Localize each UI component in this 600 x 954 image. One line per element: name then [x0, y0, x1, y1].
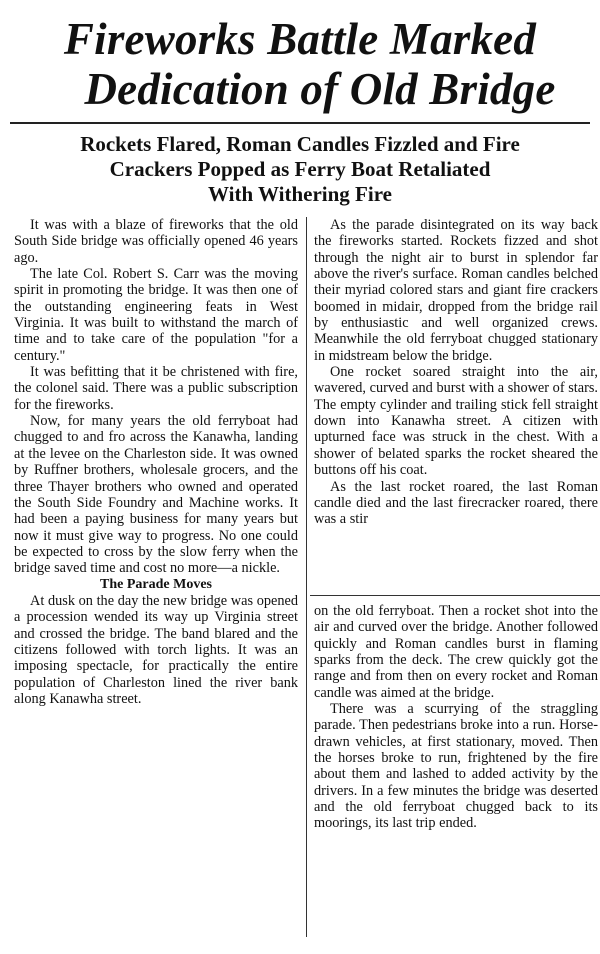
paragraph: Now, for many years the old ferryboat had chugged to and fro across the Kanawha, landing at the levee on the Charleston side. It was owned by Ruffner brothers, wholesale grocers, and the three Thayer brothers who owned and operated the South Side Foundry and Machine works. It had been a paying business for many years but now it must give way to progress. No one could be expected to cross by the slow ferry when the bridge saved time and cost no more—a nickle.: [14, 413, 298, 577]
paragraph: As the parade disintegrated on its way back the fireworks started. Rockets fizzed and shot through the night air to burst in splendor far above the river's surface. Roman candles belched their myriad colored stars and giant fire crackers boomed in midair, dropped from the bridge rail by enthusiastic and well organized crews. Meanwhile the old ferryboat chugged stationary in midstream below the bridge.: [314, 217, 598, 364]
headline: [10, 14, 590, 114]
column-divider: [306, 217, 307, 937]
deck-line-2: Crackers Popped as Ferry Boat Retaliated: [109, 157, 491, 181]
column-right-bottom: [314, 603, 598, 832]
paragraph: At dusk on the day the new bridge was opened a procession wended its way up Virginia street and crossed the bridge. The band blared and the citizens followed with torch lights. It was an imposing spectacle, for practically the entire population of Charleston lined the river bank along Kanawha street.: [14, 592, 298, 707]
paragraph: The late Col. Robert S. Carr was the moving spirit in promoting the bridge. It was then one of the outstanding engineering feats in West Virginia. It was built to withstand the march of time and to take care of the population "for a century.": [14, 266, 298, 364]
column-break-rule: [310, 595, 600, 596]
headline-line-1: Fireworks Battle Marked: [63, 14, 537, 64]
paragraph-continued: on the old ferryboat. Then a rocket shot into the air and curved over the bridge. Another followed quickly and Roman candles burst in flaming sparks from the deck. The crew quickly got the range and from then on every rocket and Roman candle was aimed at the bridge.: [314, 603, 598, 701]
paragraph: There was a scurrying of the straggling parade. Then pedestrians broke into a run. Horse-drawn vehicles, at first stationary, moved. Then the horses broke to run, frightened by the fire about them and lashed to added activity by the drivers. In a few minutes the bridge was deserted and the old ferryboat chugged back to its moorings, its last trip ended.: [314, 701, 598, 832]
article-body: [10, 217, 598, 937]
paragraph: As the last rocket roared, the last Roman candle died and the last firecracker roared, there was a stir: [314, 478, 598, 528]
paragraph: It was befitting that it be christened with fire, the colonel said. There was a public subscription for the fireworks.: [14, 364, 298, 413]
paragraph: One rocket soared straight into the air, wavered, curved and burst with a shower of stars. The empty cylinder and trailing stick fell straight down into Kanawha street. A citizen with upturned face was struck in the chest. With a shower of belated sparks the rocket sheared the buttons off his coat.: [314, 364, 598, 479]
column-left: [14, 217, 298, 707]
headline-rule: [10, 122, 590, 124]
column-right-top: [314, 217, 598, 528]
deck-line-3: With Withering Fire: [208, 182, 392, 206]
headline-line-2: Dedication of Old Bridge: [84, 64, 556, 114]
paragraph: It was with a blaze of fireworks that the old South Side bridge was officially opened 46 years ago.: [14, 217, 298, 266]
deck-subheadline: [10, 132, 590, 207]
deck-line-1: Rockets Flared, Roman Candles Fizzled and Fire: [80, 132, 520, 156]
section-subhead: The Parade Moves: [100, 576, 212, 592]
